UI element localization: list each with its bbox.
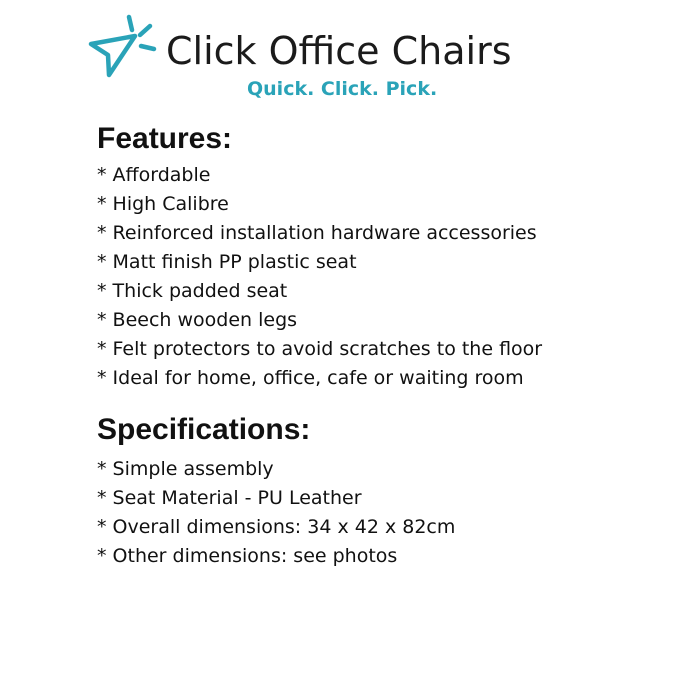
specifications-list <box>97 455 455 571</box>
specification-item: * Simple assembly <box>97 458 274 480</box>
feature-item: * Thick padded seat <box>97 280 288 302</box>
brand-name: Click Office Chairs <box>166 29 512 73</box>
feature-item: * Reinforced installation hardware accessories <box>97 222 537 244</box>
feature-item: * Beech wooden legs <box>97 309 298 331</box>
feature-item: * High Calibre <box>97 193 229 215</box>
cursor-arrow-click-icon <box>88 14 160 80</box>
specification-item: * Seat Material - PU Leather <box>97 487 362 509</box>
features-list <box>97 161 542 393</box>
specification-item: * Other dimensions: see photos <box>97 545 398 567</box>
specification-item: * Overall dimensions: 34 x 42 x 82cm <box>97 516 456 538</box>
feature-item: * Ideal for home, office, cafe or waiting room <box>97 367 524 389</box>
brand-tagline: Quick. Click. Pick. <box>247 78 438 100</box>
feature-item: * Affordable <box>97 164 211 186</box>
specifications-heading: Specifications: <box>97 413 311 446</box>
feature-item: * Matt finish PP plastic seat <box>97 251 357 273</box>
feature-item: * Felt protectors to avoid scratches to the floor <box>97 338 543 360</box>
features-heading: Features: <box>97 122 233 155</box>
